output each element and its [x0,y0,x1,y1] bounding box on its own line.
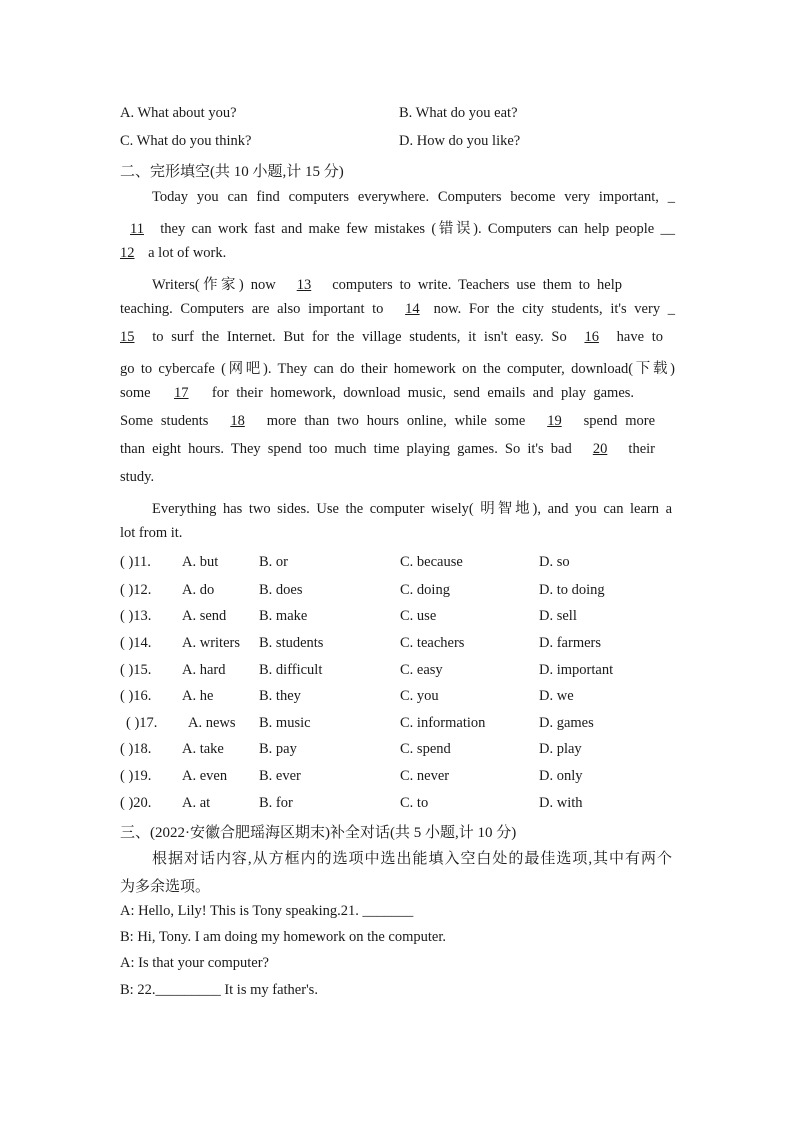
passage-line: teaching. Computers are also important to 14 now. For the city students, it's very _ [120,301,675,317]
section-heading: 二、完形填空(共 10 小题,计 15 分) [120,164,344,180]
instruction-line: 为多余选项。 [120,879,211,895]
answer-slot[interactable]: ( )14. [120,635,152,651]
choice-a: A. he [182,688,214,704]
choice-a: A. hard [182,662,226,678]
blank-20: 20 [592,441,608,457]
question-row [120,662,680,682]
choice-d: D. play [539,741,582,757]
question-row [120,582,680,602]
blank-13: 13 [296,277,312,293]
blank-22[interactable]: _________ [155,982,221,998]
choice-a: A. news [188,715,236,731]
blank-17: 17 [174,385,189,401]
choice-c: C. doing [400,582,450,598]
choice-d: D. we [539,688,574,704]
instruction-line: 根据对话内容,从方框内的选项中选出能填入空白处的最佳选项,其中有两个 [152,851,672,867]
choice-b: B. does [259,582,303,598]
question-row [120,554,680,574]
choice-b: B. ever [259,768,301,784]
choice-c: C. easy [400,662,443,678]
choice-c: C. information [400,715,486,731]
section-heading: 三、(2022·安徽合肥瑶海区期末)补全对话(共 5 小题,计 10 分) [120,825,517,841]
dialogue-line: B: 22._________ It is my father's. [120,982,318,998]
passage-line: study. [120,469,155,485]
choice-d: D. to doing [539,582,605,598]
choice-c: C. because [400,554,463,570]
dialogue-line: A: Hello, Lily! This is Tony speaking.21. _______ [120,903,414,919]
passage-line: Writers(作家) now 13 computers to write. Teachers use them to help [152,277,623,293]
blank-19: 19 [547,413,562,429]
choice-c: C. you [400,688,439,704]
blank-18: 18 [230,413,245,429]
blank-15: 15 [120,329,135,345]
question-row [120,635,680,655]
dialogue-line: A: Is that your computer? [120,955,269,971]
choice-b: B. for [259,795,293,811]
passage-line: Some students 18 more than two hours online, while some 19 spend more [120,413,656,429]
choice-d: D. farmers [539,635,602,651]
passage-line: 15 to surf the Internet. But for the village students, it isn't easy. So 16 have to [120,329,664,345]
passage-line: 11 they can work fast and make few mistakes (错误). Computers can help people __ [120,217,675,238]
choice-a: A. even [182,768,228,784]
choice-a: A. send [182,608,227,624]
choice-d: D. important [539,662,614,678]
option-b: B. What do you eat? [399,105,518,121]
question-row [120,741,680,761]
choice-a: A. do [182,582,215,598]
passage-line: 12 a lot of work. [120,245,227,261]
answer-slot[interactable]: ( )18. [120,741,152,757]
option-c: C. What do you think? [120,133,252,149]
blank-16: 16 [584,329,599,345]
answer-slot[interactable]: ( )15. [120,662,152,678]
choice-b: B. they [259,688,301,704]
blank-11: 11 [130,221,144,237]
passage-line: Everything has two sides. Use the computer wisely( 明智地), and you can learn a [152,501,672,517]
choice-a: A. take [182,741,224,757]
answer-slot[interactable]: ( )11. [120,554,151,570]
choice-a: A. at [182,795,211,811]
option-a: A. What about you? [120,105,237,121]
choice-b: B. pay [259,741,297,757]
passage-line: some 17 for their homework, download music, send emails and play games. [120,385,635,401]
blank-14: 14 [405,301,420,317]
choice-b: B. difficult [259,662,323,678]
choice-b: B. make [259,608,308,624]
answer-slot[interactable]: ( )20. [120,795,152,811]
answer-slot[interactable]: ( )19. [120,768,152,784]
choice-d: D. sell [539,608,577,624]
passage-line: go to cybercafe (网吧). They can do their homework on the computer, download(下载) [120,361,675,377]
question-row [120,608,680,628]
answer-slot[interactable]: ( )16. [120,688,152,704]
choice-b: B. music [259,715,311,731]
passage-line: than eight hours. They spend too much time playing games. So it's bad 20 their [120,441,655,457]
answer-slot[interactable]: ( )17. [126,715,158,731]
question-row [120,795,680,815]
choice-d: D. games [539,715,594,731]
question-row [120,688,680,708]
choice-c: C. spend [400,741,451,757]
passage-line: Today you can find computers everywhere. Computers become very important, _ [152,189,675,205]
choice-c: C. never [400,768,450,784]
choice-b: B. or [259,554,288,570]
choice-a: A. writers [182,635,240,651]
option-d: D. How do you like? [399,133,521,149]
dialogue-line: B: Hi, Tony. I am doing my homework on the computer. [120,929,447,945]
choice-d: D. with [539,795,583,811]
blank-12: 12 [120,245,135,261]
choice-d: D. only [539,768,583,784]
passage-line: lot from it. [120,525,183,541]
question-row [120,715,680,735]
choice-c: C. teachers [400,635,465,651]
choice-b: B. students [259,635,324,651]
choice-c: C. to [400,795,429,811]
question-row [120,768,680,788]
choice-c: C. use [400,608,437,624]
choice-a: A. but [182,554,219,570]
answer-slot[interactable]: ( )13. [120,608,152,624]
choice-d: D. so [539,554,570,570]
answer-slot[interactable]: ( )12. [120,582,152,598]
